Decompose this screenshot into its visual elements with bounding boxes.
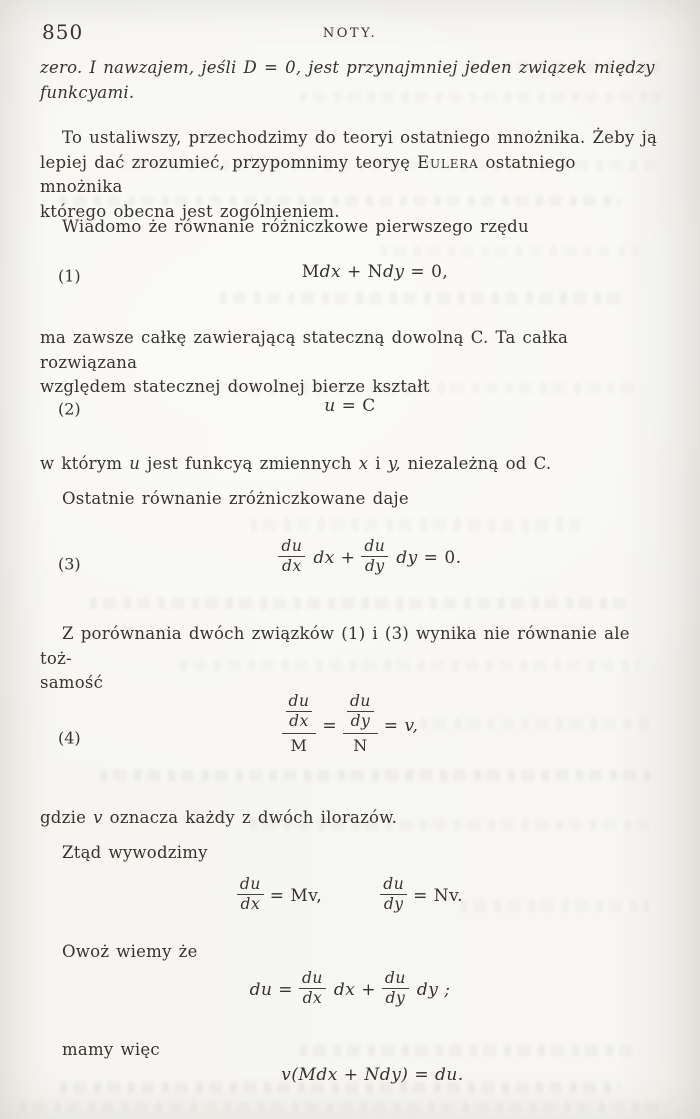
running-header: NOTY. (322, 26, 378, 41)
fraction-du-dy (380, 876, 407, 914)
fraction-numerator: du (383, 875, 405, 893)
fraction-du-dy (347, 693, 374, 731)
text-run: ostatniego mnożnika (40, 152, 576, 196)
equation-3 (40, 537, 660, 588)
fraction-du-dy (382, 970, 409, 1008)
symbol-C: C (362, 396, 376, 416)
bleedthrough-artifact (90, 598, 630, 609)
symbol-v: v, (404, 716, 419, 737)
fraction-denominator: dx (286, 711, 313, 730)
fraction-denominator: dx (299, 988, 326, 1007)
fraction-numerator: du (384, 969, 406, 987)
paragraph-line: samość (40, 673, 104, 692)
paragraph-derive: Ztąd wywodzimy (62, 843, 208, 862)
symbol-dx: dx (333, 980, 356, 1001)
paragraph-line: funkcyami. (40, 82, 135, 102)
text-run: i (368, 454, 388, 473)
paragraph-theory (40, 126, 665, 224)
fraction-numerator: du (301, 969, 323, 987)
operator-equals: = (377, 716, 405, 737)
equation-formula: v(Mdx + Ndy) = du. (281, 1065, 464, 1085)
equation-2 (40, 396, 660, 422)
fraction-dudy-over-N (343, 693, 378, 755)
symbol-dx: dx (313, 548, 335, 569)
equation-label: (1) (58, 266, 81, 286)
fraction-denominator: N (343, 733, 378, 755)
bleedthrough-artifact (380, 246, 640, 256)
equation-lhs: du = (249, 980, 299, 1001)
fraction-numerator: du (364, 537, 386, 555)
symbol-x: x (358, 454, 369, 473)
paragraph-intro (40, 56, 665, 105)
fraction-numerator (343, 693, 378, 733)
equation-1 (40, 262, 660, 290)
text-run: oznacza każdy z dwóch ilorazów. (102, 808, 398, 827)
fraction-dudx-over-M (282, 693, 317, 755)
paragraph-known-equation: Wiadomo że równanie różniczkowe pierwszego rzędu (62, 217, 529, 236)
fraction-du-dx (237, 876, 264, 914)
symbol-u: u (129, 454, 141, 473)
fraction-numerator: du (281, 537, 303, 555)
fraction-numerator: du (239, 875, 261, 893)
equation-formula (237, 875, 464, 914)
fraction-denominator: dy (361, 556, 388, 575)
text-run: lepiej dać zrozumieć, przypomnimy teoryę (40, 152, 418, 172)
equation-formula (282, 692, 419, 755)
paragraph-differentiated: Ostatnie równanie zróżniczkowane daje (62, 489, 409, 508)
fraction-denominator: dy (347, 711, 374, 730)
symbol-y: y, (387, 454, 401, 473)
paragraph-line: względem statecznej dowolnej bierze kształt (40, 377, 430, 396)
fraction-du-dx (286, 693, 313, 731)
equation-label: (3) (58, 554, 81, 574)
fraction-du-dx (299, 970, 326, 1008)
fraction-du-dy (361, 538, 388, 576)
fraction-du-dx (278, 538, 305, 576)
page-number: 850 (42, 20, 84, 44)
equation-formula (324, 396, 376, 416)
symbol-v: v (93, 808, 103, 827)
paragraph-comparison (40, 622, 665, 696)
operator-equals: = (335, 396, 363, 416)
equation-4 (40, 692, 660, 780)
author-name-euler: Eulera (417, 152, 479, 172)
equation-label: (4) (58, 728, 81, 748)
text-run: gdzie (40, 808, 94, 827)
equation-formula (249, 969, 451, 1008)
equation-final (40, 1065, 660, 1091)
bleedthrough-artifact (220, 292, 620, 304)
bleedthrough-artifact (250, 518, 580, 532)
symbol-M: M (301, 262, 320, 282)
paragraph-integral (40, 326, 665, 400)
paragraph-line: To ustaliwszy, przechodzimy do teoryi ostatniego mnożnika. Żeby ją (62, 128, 658, 147)
fraction-numerator: du (288, 692, 310, 710)
equation-label: (2) (58, 399, 81, 419)
equation-rhs: = 0. (417, 548, 462, 569)
symbol-u: u (324, 396, 336, 416)
paragraph-so-we-have: mamy więc (62, 1040, 160, 1059)
bleedthrough-artifact (20, 1102, 660, 1112)
symbol-dy: dy (396, 548, 418, 569)
paragraph-line: ma zawsze całkę zawierającą stateczną dowolną C. Ta całka rozwiązana (40, 328, 569, 372)
equation-total-differential (40, 969, 660, 1020)
fraction-numerator: du (350, 692, 371, 710)
paragraph-line (40, 151, 665, 200)
operator-plus: + (355, 980, 382, 1001)
fraction-denominator: M (282, 733, 317, 755)
paragraph-quotients (40, 806, 680, 831)
symbol-dy: dy ; (416, 980, 451, 1001)
operator-equals: = (316, 716, 343, 737)
symbol-N: N (367, 262, 384, 282)
equation-rhs: = Mv, (263, 886, 323, 907)
equation-rhs: = Nv. (407, 886, 464, 907)
text-run: w którym (40, 454, 130, 473)
equation-formula (302, 262, 449, 282)
paragraph-line: którego obecna jest zogólnieniem. (40, 201, 340, 221)
paragraph-line: Z porównania dwóch związków (1) i (3) wynika nie równanie ale toż- (40, 624, 630, 668)
fraction-denominator: dy (380, 894, 407, 913)
symbol-dx: dx (319, 262, 342, 282)
text-run: jest funkcyą zmiennych (140, 454, 359, 473)
operator-plus: + (341, 262, 368, 282)
text-run: niezależną od C. (400, 454, 552, 473)
symbol-dy: dy (383, 262, 405, 282)
fraction-numerator (282, 693, 317, 733)
fraction-denominator: dy (382, 988, 409, 1007)
operator-plus: + (334, 548, 362, 569)
paragraph-function-of (40, 452, 680, 477)
fraction-denominator: dx (237, 894, 264, 913)
fraction-denominator: dx (278, 556, 305, 575)
equation-pair (40, 875, 660, 926)
equation-formula (278, 537, 462, 576)
paragraph-line: zero. I nawzajem, jeśli D = 0, jest przynajmniej jeden związek między (40, 58, 655, 77)
equation-rhs: = 0, (404, 262, 449, 282)
paragraph-we-know: Owoż wiemy że (62, 942, 198, 961)
